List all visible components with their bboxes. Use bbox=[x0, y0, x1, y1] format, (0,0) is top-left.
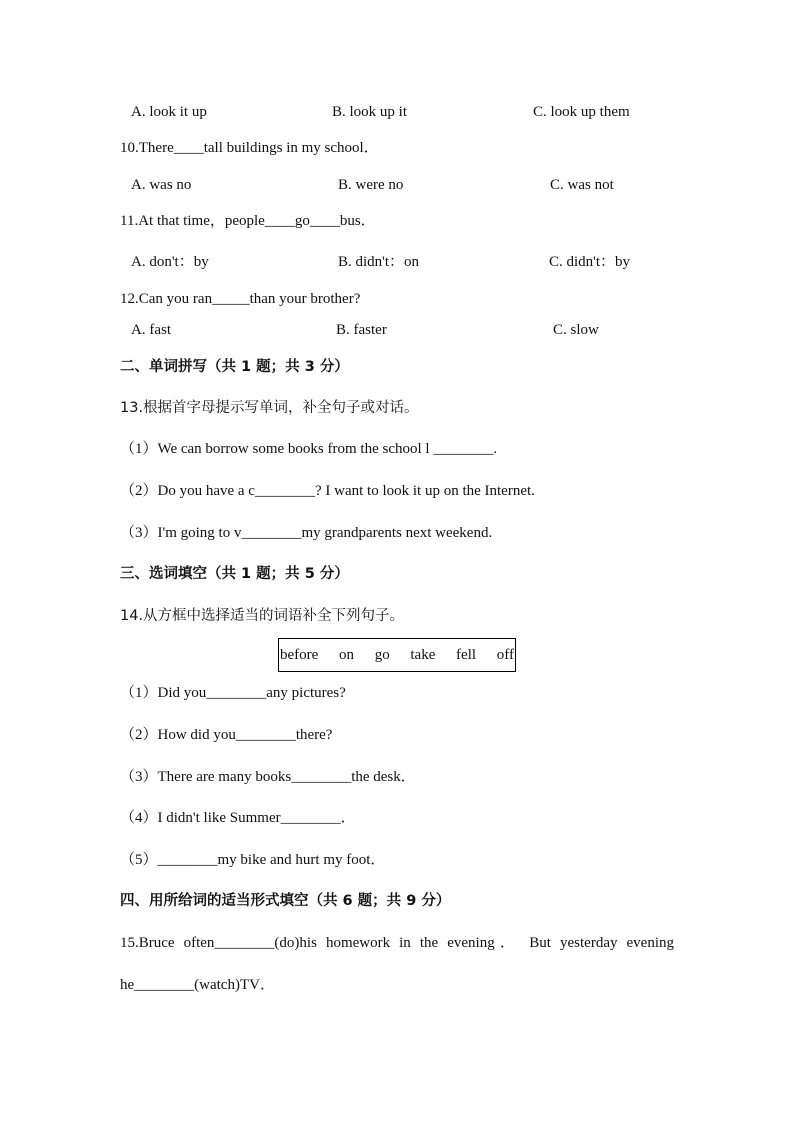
q13-stem: 13.根据首字母提示写单词，补全句子或对话。 bbox=[120, 400, 419, 416]
q9-option-a: A. look it up bbox=[131, 104, 207, 120]
section3-heading: 三、选词填空（共 1 题；共 5 分） bbox=[120, 566, 349, 582]
q12-option-c: C. slow bbox=[553, 322, 599, 338]
q13-item-1: （1）We can borrow some books from the school l ________. bbox=[120, 441, 498, 457]
q10-option-c: C. was not bbox=[550, 177, 614, 193]
q14-item-3: （3）There are many books________the desk． bbox=[120, 769, 416, 785]
q15-line-2: he________(watch)TV． bbox=[120, 977, 275, 993]
q11-option-c: C. didn't：by bbox=[549, 254, 631, 270]
q14-item-2: （2）How did you________there? bbox=[120, 727, 333, 743]
q11-stem: 11.At that time，people____go____bus． bbox=[120, 213, 376, 229]
q9-option-b: B. look up it bbox=[332, 104, 408, 120]
q12-stem: 12.Can you ran_____than your brother? bbox=[120, 291, 361, 307]
q10-option-a: A. was no bbox=[131, 177, 192, 193]
q15-line-1: 15.Bruce often________(do)his homework in the evening． But yesterday evening bbox=[120, 935, 674, 951]
word-bank-word: take bbox=[410, 646, 436, 663]
q11-option-b: B. didn't：on bbox=[338, 254, 420, 270]
q14-item-4: （4）I didn't like Summer________． bbox=[120, 810, 356, 826]
q12-option-b: B. faster bbox=[336, 322, 387, 338]
q10-option-b: B. were no bbox=[338, 177, 404, 193]
section4-heading: 四、用所给词的适当形式填空（共 6 题；共 9 分） bbox=[120, 893, 451, 909]
q14-item-1: （1）Did you________any pictures? bbox=[120, 685, 346, 701]
word-bank-box bbox=[278, 638, 516, 672]
word-bank-word: on bbox=[339, 646, 354, 663]
word-bank-word: off bbox=[496, 646, 514, 663]
q14-stem: 14.从方框中选择适当的词语补全下列句子。 bbox=[120, 608, 405, 624]
word-bank-word: go bbox=[374, 646, 390, 663]
q12-option-a: A. fast bbox=[131, 322, 171, 338]
q13-item-2: （2）Do you have a c________? I want to look it up on the Internet. bbox=[120, 483, 535, 499]
section2-heading: 二、单词拼写（共 1 题；共 3 分） bbox=[120, 359, 349, 375]
q11-option-a: A. don't：by bbox=[131, 254, 209, 270]
q10-stem: 10.There____tall buildings in my school． bbox=[120, 140, 379, 156]
q13-item-3: （3）I'm going to v________my grandparents next weekend. bbox=[120, 525, 493, 541]
q9-option-c: C. look up them bbox=[533, 104, 630, 120]
q14-item-5: （5）________my bike and hurt my foot． bbox=[120, 852, 386, 868]
word-bank-word: before bbox=[280, 646, 319, 663]
word-bank-word: fell bbox=[456, 646, 477, 663]
